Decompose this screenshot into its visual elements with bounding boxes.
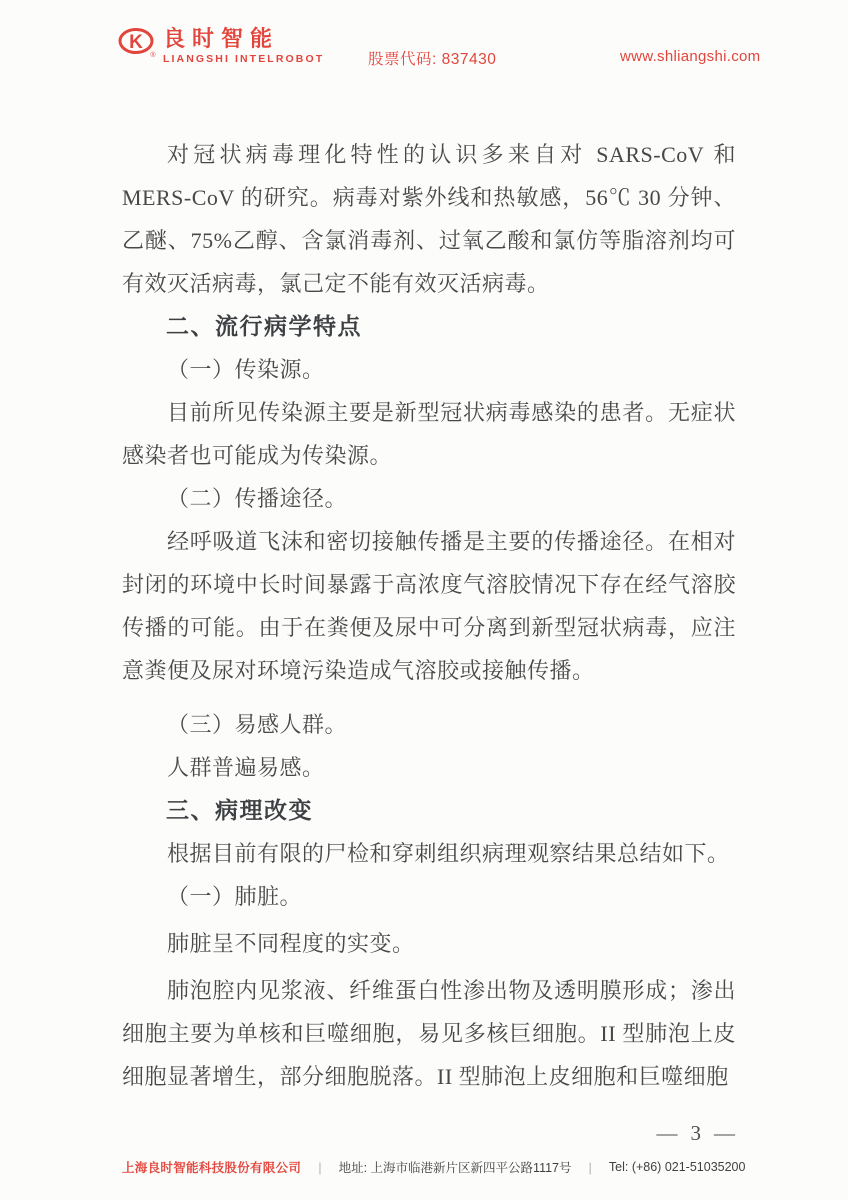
registered-mark: ® [150,52,156,59]
footer-separator: | [588,1159,592,1175]
document-body [122,133,736,1098]
svg-text:K: K [129,32,143,53]
body-paragraph: 人群普遍易感。 [167,755,325,780]
section-heading: 三、病理改变 [166,797,313,823]
page-footer [122,1158,746,1176]
logo-text [163,27,324,65]
footer-company-name: 上海良时智能科技股份有限公司 [122,1161,302,1175]
footer-separator: | [318,1159,322,1175]
body-paragraph: 肺脏呈不同程度的实变。 [167,931,415,956]
body-paragraph: 肺泡腔内见浆液、纤维蛋白性渗出物及透明膜形成；渗出细胞主要为单核和巨噬细胞，易见多核巨细胞。II 型肺泡上皮细胞显著增生，部分细胞脱落。II 型肺泡上皮细胞和巨噬细胞 [122,978,736,1089]
brand-name-cn: 良时智能 [163,26,280,51]
body-paragraph: （一）传染源。 [167,357,325,382]
website-url: www.shliangshi.com [620,48,761,65]
body-paragraph: （一）肺脏。 [167,884,303,909]
body-paragraph: （二）传播途径。 [167,486,348,511]
brand-name-en: LIANGSHI INTELROBOT [163,53,325,65]
footer-address: 地址: 上海市临港新片区新四平公路1117号 [338,1161,572,1175]
logo-k-icon [118,27,160,77]
section-heading: 二、流行病学特点 [166,313,362,339]
stock-code: 股票代码: 837430 [368,51,497,68]
body-paragraph: 目前所见传染源主要是新型冠状病毒感染的患者。无症状感染者也可能成为传染源。 [122,400,736,468]
page-number-dash-right: — [714,1121,735,1145]
body-paragraph: 对冠状病毒理化特性的认识多来自对 SARS-CoV 和 MERS-CoV 的研究。病毒对紫外线和热敏感，56℃ 30 分钟、乙醚、75%乙醇、含氯消毒剂、过氧乙酸和氯仿等脂溶剂均可有效灭活病毒，氯己定不能有效灭活病毒。 [122,142,736,296]
body-paragraph: （三）易感人群。 [167,712,348,737]
company-logo [118,27,324,77]
footer-telephone: Tel: (+86) 021-51035200 [608,1160,746,1174]
page-number-value: 3 [690,1121,701,1145]
body-paragraph: 根据目前有限的尸检和穿刺组织病理观察结果总结如下。 [167,841,730,866]
page-header [0,0,848,100]
page-number-dash-left: — [656,1121,678,1145]
page-number [657,1121,736,1146]
body-paragraph: 经呼吸道飞沫和密切接触传播是主要的传播途径。在相对封闭的环境中长时间暴露于高浓度气溶胶情况下存在经气溶胶传播的可能。由于在粪便及尿中可分离到新型冠状病毒，应注意粪便及尿对环境污染造成气溶胶或接触传播。 [122,529,736,683]
